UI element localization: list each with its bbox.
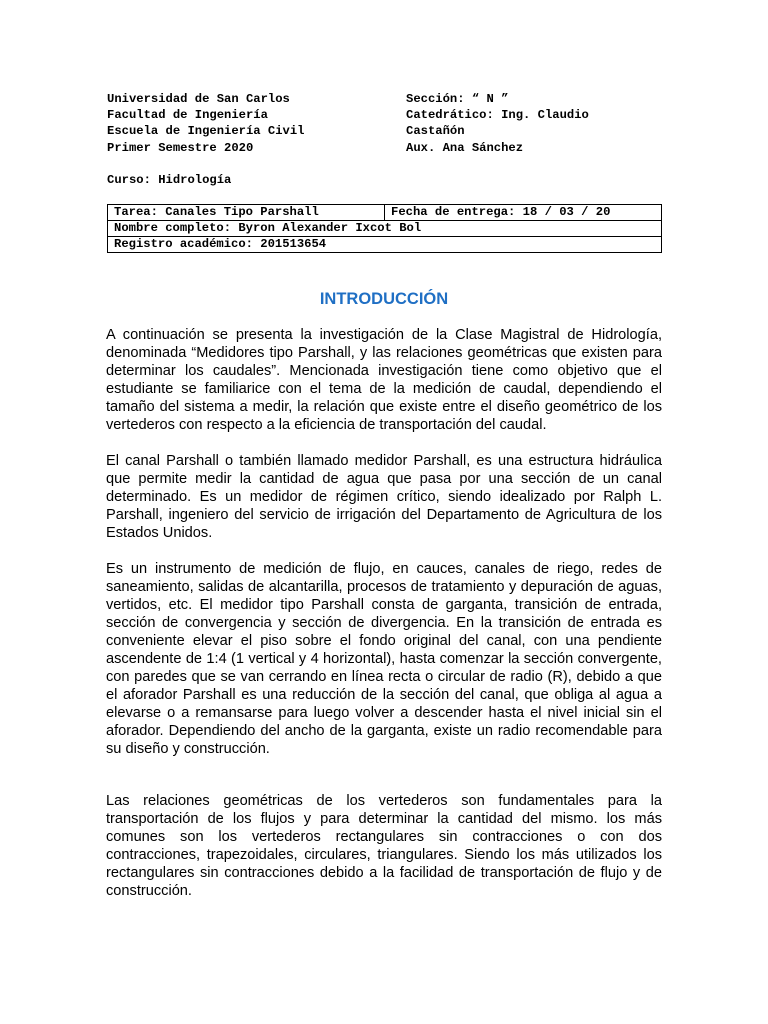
table-row bbox=[108, 237, 662, 253]
intro-paragraph-2: El canal Parshall o también llamado medidor Parshall, es una estructura hidráulica que permite medir la cantidad de agua que pasa por una sección de un canal determinado. Es un medidor de régimen crítico, siendo idealizado por Ralph L. Parshall, ingeniero del servicio de irrigación del Departamento de Agricultura de los Estados Unidos. bbox=[106, 453, 662, 541]
header-course-block bbox=[406, 91, 646, 156]
course-name: Curso: Hidrología bbox=[107, 173, 232, 187]
intro-paragraph-4: Las relaciones geométricas de los vertederos son fundamentales para la transportación de los flujos y para determinar la cantidad del mismo. los más comunes son los vertederos rectangulares sin contracciones o con dos contracciones, trapezoidales, circulares, triangulares. Siendo los más utilizados los rectangulares sin contracciones debido a la facilidad de transportación de flujo y de construcción. bbox=[106, 793, 662, 899]
header-institution-block bbox=[107, 91, 397, 156]
assistant-label: Aux. Ana Sánchez bbox=[406, 140, 524, 155]
professor-surname: Castañón bbox=[406, 124, 465, 139]
section-title: INTRODUCCIÓN bbox=[319, 290, 449, 308]
semester: Primer Semestre 2020 bbox=[107, 140, 254, 155]
intro-paragraph-1: A continuación se presenta la investigación de la Clase Magistral de Hidrología, denominada “Medidores tipo Parshall, y las relaciones geométricas que existen para determinar los caudales”. Mencionada investigación tiene como objetivo que el estudiante se familiarice con el tema de la medición de caudal, dependiendo el tamaño del sistema a medir, la relación que existe entre el diseño geométrico de los vertederos con respecto a la eficiencia de transportación del caudal. bbox=[106, 327, 662, 433]
professor-label: Catedrático: Ing. Claudio bbox=[406, 108, 589, 123]
assignment-task: Tarea: Canales Tipo Parshall bbox=[108, 205, 385, 221]
faculty-name: Facultad de Ingeniería bbox=[107, 108, 268, 123]
assignment-info-table bbox=[107, 204, 662, 253]
due-date: Fecha de entrega: 18 / 03 / 20 bbox=[385, 205, 662, 221]
section-label: Sección: “ N ” bbox=[406, 92, 509, 106]
student-full-name: Nombre completo: Byron Alexander Ixcot Bol bbox=[108, 221, 662, 237]
university-name: Universidad de San Carlos bbox=[107, 92, 290, 106]
student-registration: Registro académico: 201513654 bbox=[108, 237, 662, 253]
table-row bbox=[108, 221, 662, 237]
table-row bbox=[108, 205, 662, 221]
intro-paragraph-3: Es un instrumento de medición de flujo, en cauces, canales de riego, redes de saneamiento, salidas de alcantarilla, procesos de tratamiento y depuración de aguas, vertidos, etc. El medidor tipo Parshall consta de garganta, transición de entrada, sección de convergencia y sección de divergencia. En la transición de entrada es conveniente elevar el piso sobre el fondo original del canal, con una pendiente ascendente de 1:4 (1 vertical y 4 horizontal), hasta comenzar la sección convergente, con paredes que se van cerrando en línea recta o circular de radio (R), debido a que el aforador Parshall es una reducción de la sección del canal, que obliga al agua a elevarse o a remansarse para luego volver a descender hasta el nivel inicial sin el aforador. Dependiendo del ancho de la garganta, existe un radio recomendable para su diseño y construcción. bbox=[106, 561, 662, 757]
school-name: Escuela de Ingeniería Civil bbox=[107, 124, 305, 139]
